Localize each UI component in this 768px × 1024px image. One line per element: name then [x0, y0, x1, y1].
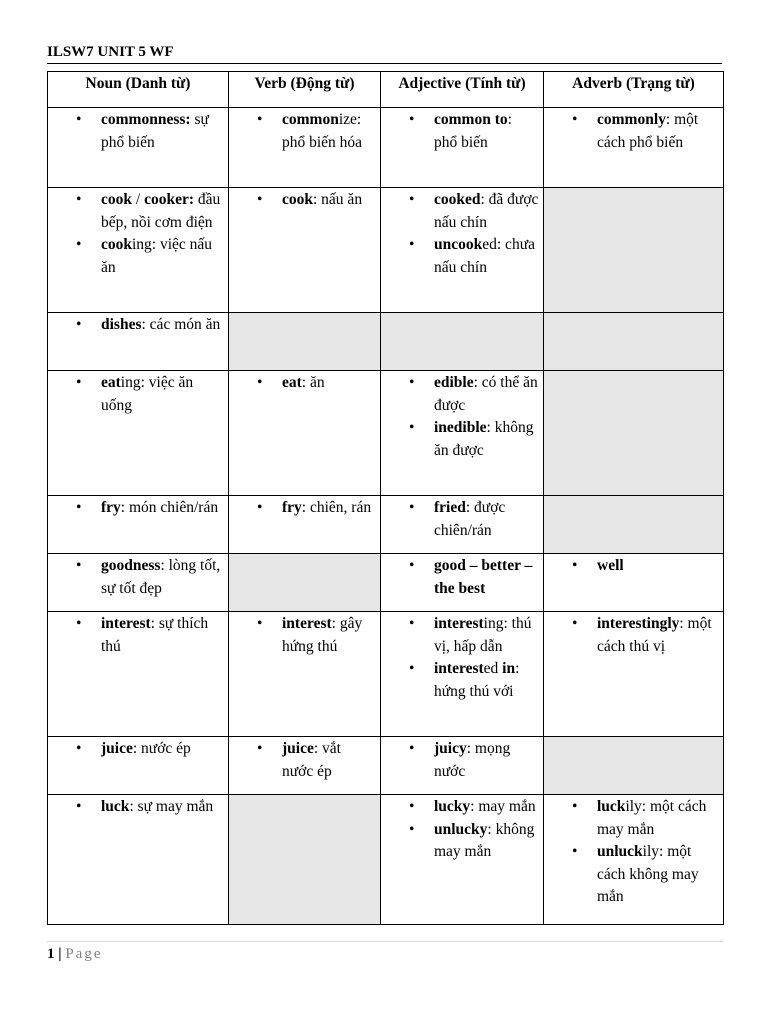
definition: đầu bếp, nồi cơm điện [101, 191, 221, 231]
word-form: well [597, 557, 624, 574]
word-entry [385, 796, 539, 819]
word-entry [52, 189, 224, 234]
cell-adverb [544, 108, 724, 188]
column-header-adverb: Adverb (Trạng từ) [544, 72, 724, 108]
word-entry [233, 497, 376, 520]
definition: : phổ biến [434, 111, 512, 151]
word-form: interest [434, 660, 484, 677]
cell-adjective [381, 371, 544, 496]
definition: : vắt nước ép [282, 740, 341, 780]
word-form: in [502, 660, 516, 677]
cell-adverb [544, 554, 724, 612]
word-form: lucky [434, 798, 471, 815]
word-form: eat [101, 374, 121, 391]
word-entry [233, 372, 376, 395]
word-entry [385, 819, 539, 864]
word-form: fry [282, 499, 302, 516]
word-form: juice [101, 740, 133, 757]
word-entry [548, 555, 719, 578]
word-form: interest [282, 615, 332, 632]
definition: : không ăn được [434, 419, 534, 459]
definition: : lòng tốt, sự tốt đẹp [101, 557, 221, 597]
cell-verb [229, 737, 381, 795]
word-form: cooked [434, 191, 481, 208]
word-form: juice [282, 740, 314, 757]
word-entry [548, 796, 719, 841]
definition: ily: một cách may mắn [597, 798, 707, 838]
word-form: dishes [101, 316, 142, 333]
definition: : được chiên/rán [434, 499, 506, 539]
definition: : may mắn [470, 798, 536, 815]
word-entry [52, 555, 224, 600]
entry-list [52, 314, 224, 337]
cell-adjective [381, 795, 544, 925]
cell-adjective [381, 313, 544, 371]
definition: ily: một cách không may mắn [597, 843, 699, 905]
word-form: edible [434, 374, 474, 391]
footer-divider [47, 941, 723, 942]
word-form: luck [101, 798, 130, 815]
cell-noun [48, 371, 229, 496]
definition: : nước ép [132, 740, 191, 757]
column-header-verb: Verb (Động từ) [229, 72, 381, 108]
table-row [48, 371, 724, 496]
entry-list [233, 497, 376, 520]
cell-adjective [381, 612, 544, 737]
entry-list [233, 613, 376, 658]
word-entry [52, 314, 224, 337]
word-entry [385, 497, 539, 542]
entry-list [52, 372, 224, 417]
definition: : các món ăn [141, 316, 221, 333]
definition: ed [483, 660, 503, 677]
cell-verb [229, 371, 381, 496]
definition: : một cách phổ biến [597, 111, 699, 151]
table-row [48, 612, 724, 737]
word-entry [548, 109, 719, 154]
word-entry [233, 613, 376, 658]
table-header-row [48, 72, 724, 108]
entry-list [52, 738, 224, 761]
definition: : đã được nấu chín [434, 191, 539, 231]
word-form: commonly [597, 111, 666, 128]
page-label: Page [65, 946, 103, 962]
word-entry [385, 738, 539, 783]
word-entry [385, 189, 539, 234]
word-form-table [47, 71, 724, 925]
entry-list [548, 109, 719, 154]
cell-adverb [544, 188, 724, 313]
word-form: juicy [434, 740, 467, 757]
definition: ed: chưa nấu chín [434, 236, 535, 276]
cell-adverb [544, 371, 724, 496]
entry-list [385, 555, 539, 600]
entry-list [548, 613, 719, 658]
cell-adverb [544, 313, 724, 371]
page-footer [47, 944, 102, 964]
word-form: interest [101, 615, 151, 632]
definition: : hứng thú với [434, 660, 520, 700]
document-title: ILSW7 UNIT 5 WF [47, 44, 174, 60]
column-header-noun: Noun (Danh từ) [48, 72, 229, 108]
definition: ing: việc ăn uống [101, 374, 194, 414]
table-row [48, 108, 724, 188]
word-entry [385, 555, 539, 600]
entry-list [385, 189, 539, 279]
word-form: uncook [434, 236, 483, 253]
definition: ize: phổ biến hóa [282, 111, 363, 151]
word-form: common [282, 111, 339, 128]
cell-adverb [544, 612, 724, 737]
cell-adverb [544, 737, 724, 795]
definition: ing: việc nấu ăn [101, 236, 213, 276]
word-entry [233, 109, 376, 154]
entry-list [52, 189, 224, 279]
word-form: eat [282, 374, 302, 391]
word-entry [52, 738, 224, 761]
cell-adjective [381, 737, 544, 795]
word-entry [548, 613, 719, 658]
cell-adjective [381, 188, 544, 313]
definition: : sự may mắn [129, 798, 214, 815]
word-entry [52, 796, 224, 819]
definition: : ăn [301, 374, 325, 391]
table-row [48, 554, 724, 612]
table-row [48, 313, 724, 371]
word-entry [52, 497, 224, 520]
cell-noun [48, 737, 229, 795]
definition: : sự thích thú [101, 615, 209, 655]
entry-list [548, 796, 719, 909]
entry-list [233, 372, 376, 395]
cell-adverb [544, 496, 724, 554]
word-entry [52, 372, 224, 417]
definition: ing: thú vị, hấp dẫn [434, 615, 532, 655]
definition: : một cách thú vị [597, 615, 712, 655]
word-entry [385, 417, 539, 462]
definition: : chiên, rán [301, 499, 372, 516]
cell-noun [48, 313, 229, 371]
word-entry [233, 738, 376, 783]
entry-list [385, 372, 539, 462]
cell-adjective [381, 108, 544, 188]
cell-verb [229, 313, 381, 371]
word-form: cooker: [144, 191, 194, 208]
table-row [48, 795, 724, 925]
cell-noun [48, 612, 229, 737]
entry-list [52, 796, 224, 819]
definition: sự phổ biến [101, 111, 209, 151]
cell-verb [229, 795, 381, 925]
table-row [48, 737, 724, 795]
cell-noun [48, 496, 229, 554]
page-number: 1 [47, 946, 55, 962]
word-form: cook [101, 191, 132, 208]
word-form: goodness [101, 557, 161, 574]
word-form: interestingly [597, 615, 680, 632]
word-entry [52, 109, 224, 154]
entry-list [52, 613, 224, 658]
entry-list [52, 555, 224, 600]
cell-noun [48, 554, 229, 612]
entry-list [385, 613, 539, 703]
definition: : có thể ăn được [434, 374, 538, 414]
word-entry [52, 613, 224, 658]
entry-list [52, 497, 224, 520]
cell-verb [229, 612, 381, 737]
column-header-adjective: Adjective (Tính từ) [381, 72, 544, 108]
cell-verb [229, 554, 381, 612]
entry-list [385, 497, 539, 542]
word-entry [385, 234, 539, 279]
definition: : gây hứng thú [282, 615, 363, 655]
entry-list [233, 189, 376, 212]
definition: : món chiên/rán [120, 499, 219, 516]
definition: : không may mắn [434, 820, 535, 860]
word-form: interest [434, 615, 484, 632]
table-row [48, 496, 724, 554]
word-form: unlucky [434, 820, 488, 838]
cell-adverb [544, 795, 724, 925]
word-entry [385, 109, 539, 154]
definition: : nấu ăn [313, 191, 363, 208]
word-form: fry [101, 499, 121, 516]
word-form: commonness: [101, 111, 191, 128]
word-form: fried [434, 499, 466, 516]
entry-list [52, 109, 224, 154]
word-entry [548, 841, 719, 909]
table-body [48, 108, 724, 925]
cell-verb [229, 496, 381, 554]
word-form: good – better – the best [434, 557, 533, 597]
entry-list [385, 796, 539, 864]
page-separator: | [54, 946, 66, 962]
word-form: common to [434, 111, 508, 128]
word-entry [233, 189, 376, 212]
cell-verb [229, 188, 381, 313]
entry-list [548, 555, 719, 578]
definition: / [132, 191, 145, 208]
entry-list [233, 109, 376, 154]
word-form: luck [597, 798, 626, 815]
cell-noun [48, 188, 229, 313]
cell-adjective [381, 554, 544, 612]
cell-verb [229, 108, 381, 188]
word-form: unluck [597, 843, 643, 860]
document-header [47, 42, 722, 64]
word-entry [385, 372, 539, 417]
entry-list [385, 738, 539, 783]
word-entry [385, 658, 539, 703]
cell-adjective [381, 496, 544, 554]
cell-noun [48, 108, 229, 188]
word-entry [52, 234, 224, 279]
word-form: cook [282, 191, 313, 208]
cell-noun [48, 795, 229, 925]
entry-list [385, 109, 539, 154]
table-row [48, 188, 724, 313]
word-entry [385, 613, 539, 658]
entry-list [233, 738, 376, 783]
word-form: inedible [434, 419, 487, 436]
word-form: cook [101, 236, 132, 253]
definition: : mọng nước [434, 740, 511, 780]
